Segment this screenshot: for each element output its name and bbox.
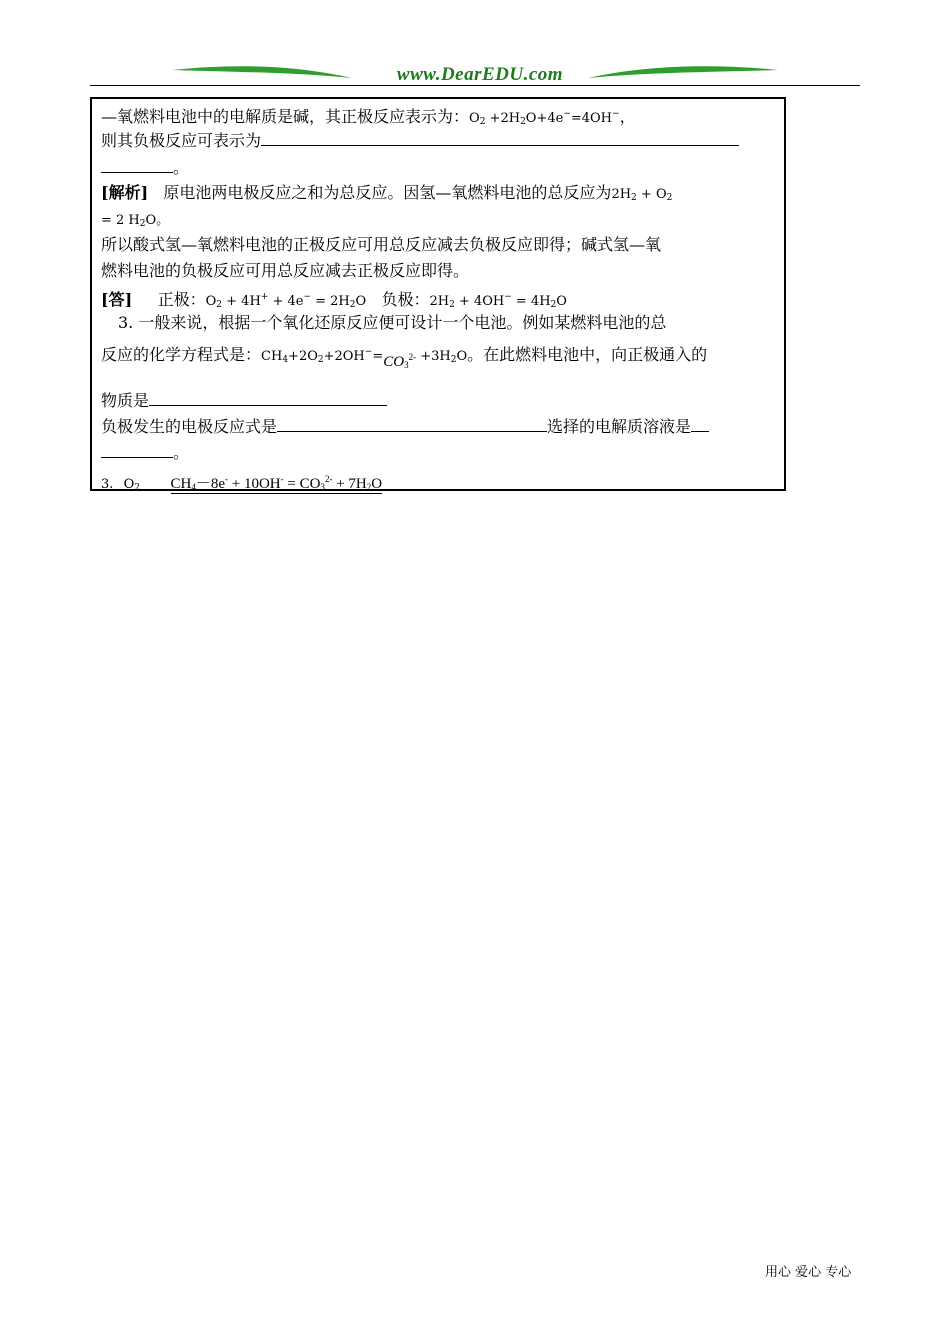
text-line-1: —氧燃料电池中的电解质是碱，其正极反应表示为：$O_2 +2H_2O+4e^-=4OH^-$， xyxy=(101,107,636,127)
answer-blank-negative-reaction[interactable] xyxy=(277,417,547,432)
question-3-line-3: 物质是 xyxy=(101,391,387,411)
question-3-line-2: 反应的化学方程式是：$CH_4+2O_2+2OH^-=CO_3^{2-} +3H_2O$。在此燃料电池中，向正极通入的 xyxy=(101,345,708,370)
content-box xyxy=(90,97,786,491)
carbonate-formula: $CO_3^{2-}$ xyxy=(383,352,417,370)
analysis-line-1: [解析] 原电池两电极反应之和为总反应。因氢—氧燃料电池的总反应为$2H_2 + O_2$ xyxy=(101,183,673,203)
answer-blank-positive-gas[interactable] xyxy=(149,391,387,406)
site-logo-text: www.DearEDU.com xyxy=(396,64,564,85)
text-line-3: 。 xyxy=(101,158,189,178)
question-3-line-5: 。 xyxy=(101,443,189,463)
question-3-line-1: 3. 一般来说，根据一个氧化还原反应便可设计一个电池。例如某燃料电池的总 xyxy=(118,313,667,332)
answer-line: [答] 正极：$O_2 + 4H^+ + 4e^- = 2H_2O$ 负极：$2H_2 + 4OH^- = 4H_2O$ xyxy=(101,290,567,310)
answer-blank-continued[interactable] xyxy=(101,158,173,173)
analysis-line-2: = 2 $H_2O$。 xyxy=(101,213,170,229)
answer-blank-electrolyte-continued[interactable] xyxy=(101,443,173,458)
question-3-line-4: 负极发生的电极反应式是 选择的电解质溶液是 xyxy=(101,417,709,437)
answer-blank-electrolyte[interactable] xyxy=(691,417,709,432)
analysis-line-4: 燃料电池的负极反应可用总反应减去正极反应即得。 xyxy=(101,261,470,280)
answer-blank-negative-electrode[interactable] xyxy=(261,131,739,146)
page-header xyxy=(90,62,860,90)
analysis-line-3: 所以酸式氢—氧燃料电池的正极反应可用总反应减去负极反应即得；碱式氢—氧 xyxy=(101,235,662,254)
header-rule xyxy=(90,85,860,86)
text-line-2: 则其负极反应可表示为 xyxy=(101,131,739,151)
answer-equation: $CH_4-8e^- + 10OH^- = CO_3^{2-} + 7H_2O$ xyxy=(170,474,383,492)
question-3-answer: 3. $O_2$ $CH_4-8e^- + 10OH^- = CO_3^{2-} + 7H_2O$ xyxy=(101,474,383,493)
page-footer: 用心 爱心 专心 xyxy=(765,1265,852,1280)
